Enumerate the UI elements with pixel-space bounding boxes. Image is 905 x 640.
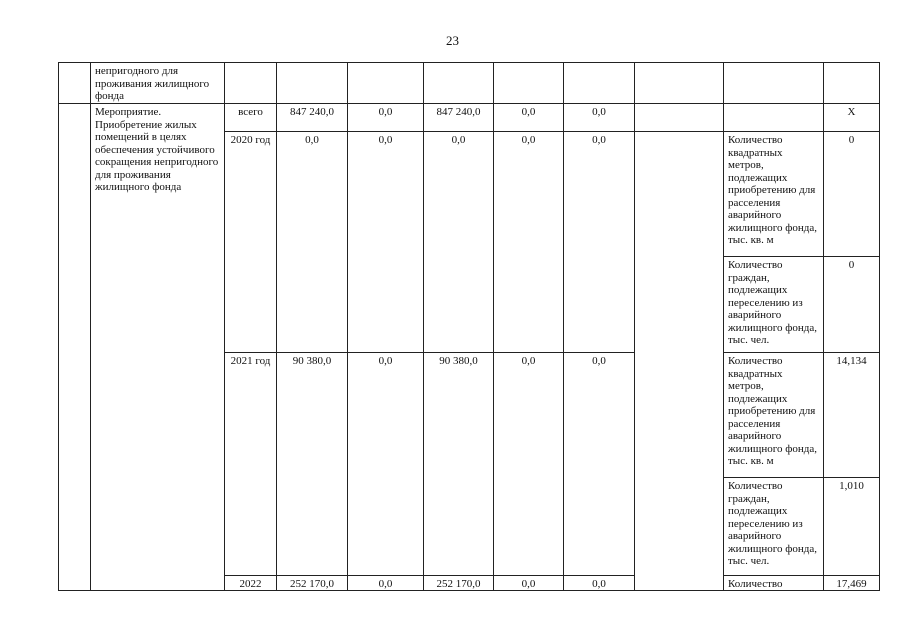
y2021-value1-cell xyxy=(823,352,880,478)
y2021-c2: 90 380,0 xyxy=(439,355,478,367)
y2020-period: 2020 год xyxy=(230,134,271,146)
y2020-indicator2: Количество граждан, подлежащих переселению из аварийного жилищного фонда, тыс. чел. xyxy=(728,259,817,346)
y2020-indicator2-cell xyxy=(723,256,824,353)
y2022-period-cell xyxy=(224,575,277,591)
y2021-indicator2-cell xyxy=(723,477,824,576)
y2021-sum-cell xyxy=(276,352,348,576)
prev-row-indicator-cell xyxy=(723,62,824,104)
y2020-value1-cell xyxy=(823,131,880,257)
y2021-value2-cell xyxy=(823,477,880,576)
y2021-period-cell xyxy=(224,352,277,576)
measure-name-cell xyxy=(90,103,225,591)
prev-row-value-cell xyxy=(823,62,880,104)
y2022-c2-cell xyxy=(423,575,494,591)
y2020-sum-cell xyxy=(276,131,348,353)
prev-row-c3-cell xyxy=(493,62,564,104)
y2021-indicator1-cell xyxy=(723,352,824,478)
y2021-c3: 0,0 xyxy=(521,355,536,367)
y2021-c2-cell xyxy=(423,352,494,576)
prev-row-name: непригодного для проживания жилищного фонда xyxy=(95,65,210,102)
y2022-indicator1: Количество xyxy=(728,578,783,590)
prev-row-c4-cell xyxy=(563,62,635,104)
y2021-sum: 90 380,0 xyxy=(292,355,332,367)
total-sum-cell xyxy=(276,103,348,132)
y2021-period: 2021 год xyxy=(230,355,271,367)
total-sum: 847 240,0 xyxy=(290,106,334,118)
total-exec-cell xyxy=(634,103,724,132)
y2020-c2-cell xyxy=(423,131,494,353)
y2021-c1: 0,0 xyxy=(378,355,393,367)
y2021-c1-cell xyxy=(347,352,424,576)
prev-row-c2-cell xyxy=(423,62,494,104)
total-period: всего xyxy=(238,106,263,118)
y2021-c3-cell xyxy=(493,352,564,576)
prev-row-name-cell xyxy=(90,62,225,104)
y2021-c4-cell xyxy=(563,352,635,576)
y2022-period: 2022 xyxy=(239,578,262,590)
y2022-c3-cell xyxy=(493,575,564,591)
y2021-value2: 1,010 xyxy=(839,480,864,492)
measure-num-cell xyxy=(58,103,91,591)
page-number: 23 xyxy=(446,33,459,48)
prev-row-num-cell xyxy=(58,62,91,104)
total-c3: 0,0 xyxy=(521,106,536,118)
y2020-period-cell xyxy=(224,131,277,353)
y2022-c1-cell xyxy=(347,575,424,591)
y2022-c3: 0,0 xyxy=(521,578,536,590)
total-value-cell xyxy=(823,103,880,132)
prev-row-sum-cell xyxy=(276,62,348,104)
y2022-sum-cell xyxy=(276,575,348,591)
y2022-indicator1-cell xyxy=(723,575,824,591)
y2020-value2: 0 xyxy=(848,259,855,271)
total-c3-cell xyxy=(493,103,564,132)
y2022-value1: 17,469 xyxy=(836,578,867,590)
y2022-value1-cell xyxy=(823,575,880,591)
y2021-c4: 0,0 xyxy=(592,355,606,367)
prev-row-period-cell xyxy=(224,62,277,104)
prev-row-c1-cell xyxy=(347,62,424,104)
y2020-c3-cell xyxy=(493,131,564,353)
y2022-c1: 0,0 xyxy=(378,578,393,590)
y2020-sum: 0,0 xyxy=(305,134,319,146)
total-c4-cell xyxy=(563,103,635,132)
total-c2: 847 240,0 xyxy=(436,106,481,118)
y2022-c2: 252 170,0 xyxy=(436,578,481,590)
y2020-c1: 0,0 xyxy=(378,134,393,146)
y2021-value1: 14,134 xyxy=(836,355,867,367)
total-indicator-cell xyxy=(723,103,824,132)
y2020-c2: 0,0 xyxy=(451,134,466,146)
total-c4: 0,0 xyxy=(592,106,606,118)
y2021-indicator2: Количество граждан, подлежащих переселению из аварийного жилищного фонда, тыс. чел. xyxy=(728,480,817,567)
y2020-c1-cell xyxy=(347,131,424,353)
total-c2-cell xyxy=(423,103,494,132)
total-c1-cell xyxy=(347,103,424,132)
total-value: Х xyxy=(847,106,856,118)
total-period-cell xyxy=(224,103,277,132)
measure-exec-cell xyxy=(634,131,724,591)
y2022-sum: 252 170,0 xyxy=(290,578,334,590)
y2021-indicator1: Количество квадратных метров, подлежащих приобретению для расселения аварийного жилищного фонда, тыс. кв. м xyxy=(728,355,817,467)
y2020-c4-cell xyxy=(563,131,635,353)
y2020-indicator1: Количество квадратных метров, подлежащих приобретению для расселения аварийного жилищного фонда, тыс. кв. м xyxy=(728,134,817,246)
y2020-indicator1-cell xyxy=(723,131,824,257)
y2020-c4: 0,0 xyxy=(592,134,606,146)
y2022-c4-cell xyxy=(563,575,635,591)
measure-name: Мероприятие. Приобретение жилых помещений в целях обеспечения устойчивого сокращения непригодного для проживания жилищного фонда xyxy=(95,106,219,193)
y2020-c3: 0,0 xyxy=(521,134,536,146)
y2020-value2-cell xyxy=(823,256,880,353)
prev-row-exec-cell xyxy=(634,62,724,104)
y2022-c4: 0,0 xyxy=(592,578,606,590)
total-c1: 0,0 xyxy=(378,106,393,118)
y2020-value1: 0 xyxy=(848,134,855,146)
